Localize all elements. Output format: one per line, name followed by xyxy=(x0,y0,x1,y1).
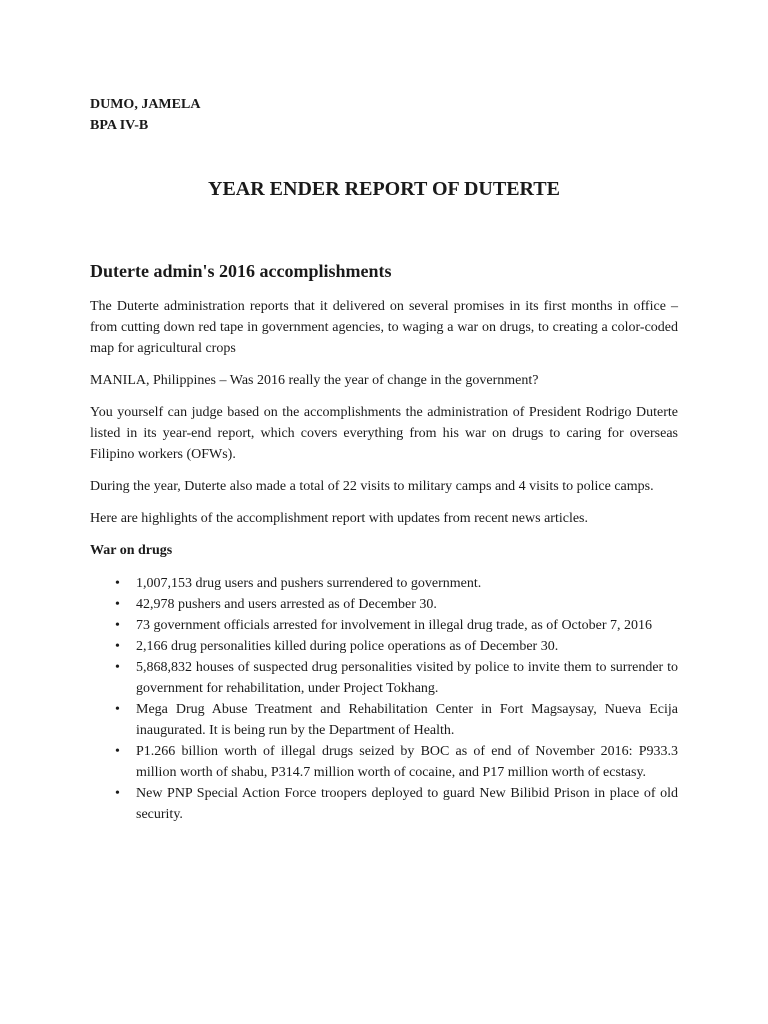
list-item xyxy=(90,573,678,594)
list-item-text: 2,166 drug personalities killed during police operations as of December 30. xyxy=(136,639,559,654)
bullet-icon: • xyxy=(115,618,120,633)
author-section: BPA IV-B xyxy=(90,118,149,133)
author-name: DUMO, JAMELA xyxy=(90,97,201,112)
bullet-icon: • xyxy=(115,639,120,654)
bullet-icon: • xyxy=(115,576,120,591)
war-on-drugs-heading: War on drugs xyxy=(90,543,173,558)
list-item xyxy=(90,741,678,783)
dateline-paragraph: MANILA, Philippines – Was 2016 really the year of change in the government? xyxy=(90,373,539,388)
list-item xyxy=(90,783,678,825)
list-item-text: 73 government officials arrested for involvement in illegal drug trade, as of October 7, 2016 xyxy=(136,618,653,633)
document-title: YEAR ENDER REPORT OF DUTERTE xyxy=(208,178,560,200)
list-item-text: 42,978 pushers and users arrested as of December 30. xyxy=(136,597,437,612)
war-on-drugs-list xyxy=(90,573,678,825)
body-paragraph: During the year, Duterte also made a total of 22 visits to military camps and 4 visits to police camps. xyxy=(90,479,654,494)
bullet-icon: • xyxy=(115,597,120,612)
list-item xyxy=(90,636,678,657)
list-item xyxy=(90,657,678,699)
list-item xyxy=(90,615,678,636)
list-item-text: 1,007,153 drug users and pushers surrendered to government. xyxy=(136,576,482,591)
list-item-text: P1.266 billion worth of illegal drugs seized by BOC as of end of November 2016: P933.3 million worth of shabu, P314.7 million worth of cocaine, and P17 million worth of ecstasy. xyxy=(136,744,678,780)
list-item-text: New PNP Special Action Force troopers deployed to guard New Bilibid Prison in place of old security. xyxy=(136,786,678,822)
section-heading: Duterte admin's 2016 accomplishments xyxy=(90,261,392,281)
intro-paragraph: The Duterte administration reports that it delivered on several promises in its first months in office – from cutting down red tape in government agencies, to waging a war on drugs, to creating a color-coded map for agricultural crops xyxy=(90,299,678,356)
list-item-text: Mega Drug Abuse Treatment and Rehabilitation Center in Fort Magsaysay, Nueva Ecija inaugurated. It is being run by the Department of Health. xyxy=(136,702,678,738)
bullet-icon: • xyxy=(115,744,120,759)
body-paragraph: You yourself can judge based on the accomplishments the administration of President Rodrigo Duterte listed in its year-end report, which covers everything from his war on drugs to caring for overseas Filipino workers (OFWs). xyxy=(90,405,678,462)
bullet-icon: • xyxy=(115,786,120,801)
list-item xyxy=(90,699,678,741)
bullet-icon: • xyxy=(115,702,120,717)
bullet-icon: • xyxy=(115,660,120,675)
list-item-text: 5,868,832 houses of suspected drug personalities visited by police to invite them to surrender to government for rehabilitation, under Project Tokhang. xyxy=(136,660,678,696)
body-paragraph: Here are highlights of the accomplishment report with updates from recent news articles. xyxy=(90,511,588,526)
list-item xyxy=(90,594,678,615)
